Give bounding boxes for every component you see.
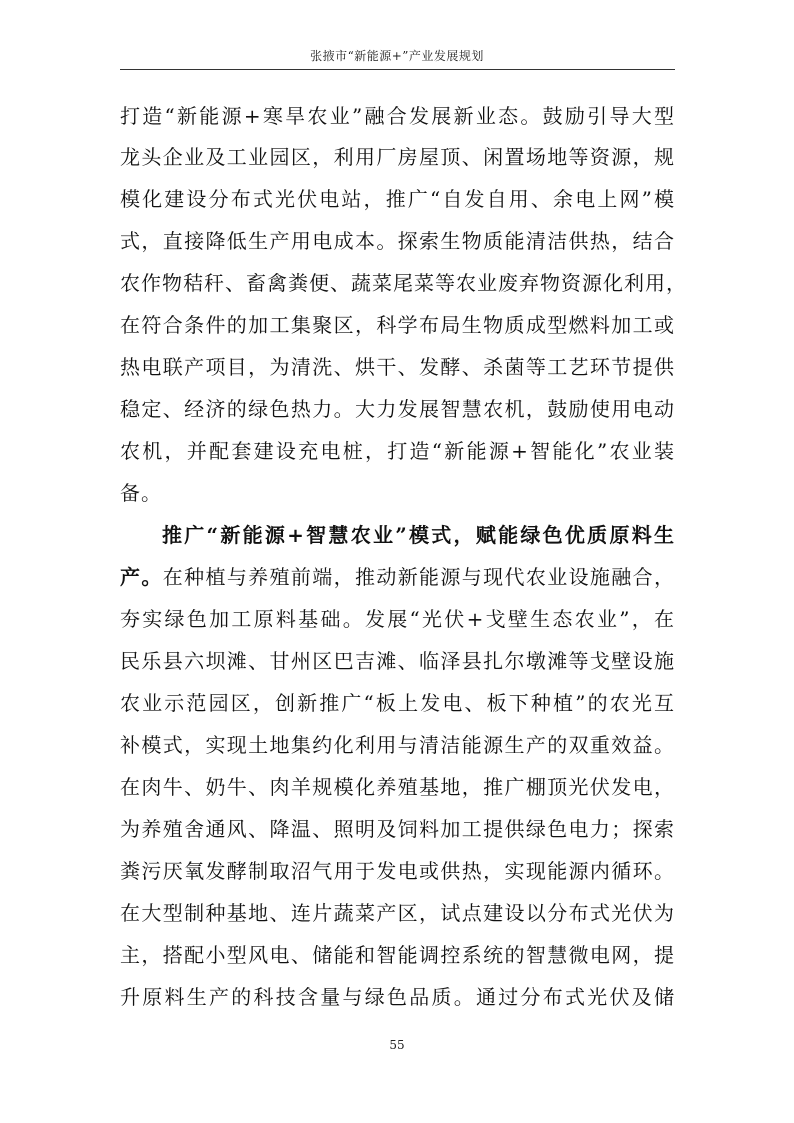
paragraph-2-line: 民乐县六坝滩、甘州区巴吉滩、临泽县扎尔墩滩等戈壁设施 xyxy=(120,649,675,673)
paragraph-2-line: 夯实绿色加工原料基础。发展“光伏+戈壁生态农业”，在 xyxy=(120,607,675,631)
paragraph-1-line: 打造“新能源+寒旱农业”融合发展新业态。鼓励引导大型 xyxy=(120,104,675,128)
paragraph-1-line: 备。 xyxy=(120,481,162,505)
page-number: 55 xyxy=(389,1038,405,1052)
paragraph-2-heading-end: 产。 xyxy=(120,565,163,589)
paragraph-1-line: 稳定、经济的绿色热力。大力发展智慧农机，鼓励使用电动 xyxy=(120,397,675,421)
paragraph-1-line: 农作物秸秆、畜禽粪便、蔬菜尾菜等农业废弃物资源化利用， xyxy=(120,271,687,295)
paragraph-1-line: 热电联产项目，为清洗、烘干、发酵、杀菌等工艺环节提供 xyxy=(120,355,675,379)
paragraph-1-line: 模化建设分布式光伏电站，推广“自发自用、余电上网”模 xyxy=(120,187,675,211)
paragraph-2-line: 主，搭配小型风电、储能和智能调控系统的智慧微电网，提 xyxy=(120,943,675,967)
paragraph-2-heading: 推广“新能源+智慧农业”模式，赋能绿色优质原料生 xyxy=(162,523,675,547)
paragraph-1-line: 龙头企业及工业园区，利用厂房屋顶、闲置场地等资源，规 xyxy=(120,145,675,169)
paragraph-2-line: 在大型制种基地、连片蔬菜产区，试点建设以分布式光伏为 xyxy=(120,901,675,925)
paragraph-2-line: 补模式，实现土地集约化利用与清洁能源生产的双重效益。 xyxy=(120,733,675,757)
paragraph-2-line: 农业示范园区，创新推广“板上发电、板下种植”的农光互 xyxy=(120,691,675,715)
paragraph-1-line: 在符合条件的加工集聚区，科学布局生物质成型燃料加工或 xyxy=(120,313,675,337)
paragraph-2-line-rest: 在种植与养殖前端，推动新能源与现代农业设施融合， xyxy=(162,565,676,589)
header-title: 张掖市“新能源+”产业发展规划 xyxy=(310,49,484,63)
paragraph-2-line: 粪污厌氧发酵制取沼气用于发电或供热，实现能源内循环。 xyxy=(120,859,675,883)
paragraph-2-line xyxy=(120,557,675,597)
paragraph-2-line: 为养殖舍通风、降温、照明及饲料加工提供绿色电力；探索 xyxy=(120,817,675,841)
paragraph-1-line: 农机，并配套建设充电桩，打造“新能源+智能化”农业装 xyxy=(120,439,675,463)
header-divider xyxy=(120,69,675,70)
paragraph-2-line: 在肉牛、奶牛、肉羊规模化养殖基地，推广棚顶光伏发电， xyxy=(120,775,675,799)
paragraph-2-line: 升原料生产的科技含量与绿色品质。通过分布式光伏及储 xyxy=(120,985,675,1009)
paragraph-1-line: 式，直接降低生产用电成本。探索生物质能清洁供热，结合 xyxy=(120,229,675,253)
